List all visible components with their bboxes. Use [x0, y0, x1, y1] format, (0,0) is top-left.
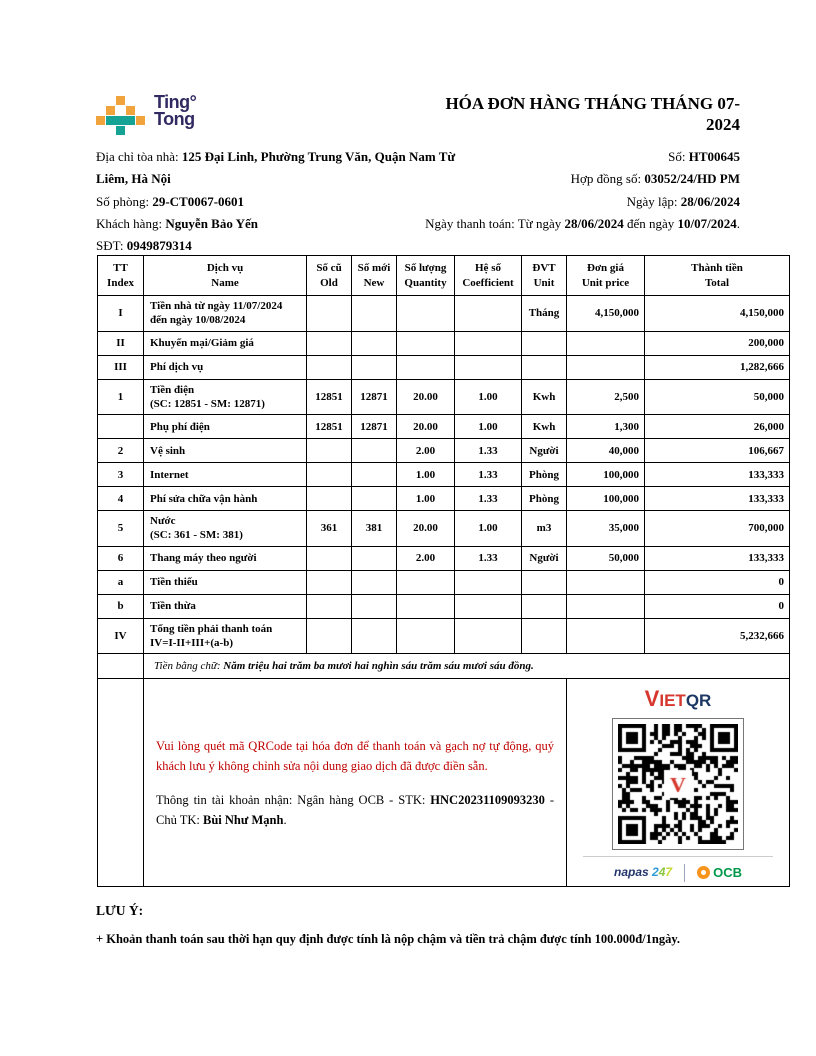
cell-new: [352, 439, 397, 463]
table-row: [98, 546, 790, 570]
cell-name: Tiền điện (SC: 12851 - SM: 12871): [144, 379, 307, 415]
table-row: [98, 570, 790, 594]
cell-total: 26,000: [645, 415, 790, 439]
cell-new: 381: [352, 511, 397, 547]
cell-idx: [98, 415, 144, 439]
payment-period: Ngày thanh toán: Từ ngày 28/06/2024 đến ngày 10/07/2024.: [425, 215, 740, 231]
cell-coef: 1.00: [455, 415, 522, 439]
cell-qty: [397, 618, 455, 654]
cell-price: 40,000: [567, 439, 645, 463]
payment-instructions: [144, 679, 567, 887]
qr-payment-row: [98, 679, 790, 887]
cell-price: 35,000: [567, 511, 645, 547]
cell-unit: Người: [522, 546, 567, 570]
cell-price: [567, 355, 645, 379]
cell-name: Vệ sinh: [144, 439, 307, 463]
qr-notice-text: Vui lòng quét mã QRCode tại hóa đơn để thanh toán và gạch nợ tự động, quý khách lưu ý không chỉnh sửa nội dung giao dịch đã được điền sẵn.: [156, 738, 554, 773]
invoice-number: Số: HT00645: [668, 149, 740, 164]
cell-coef: 1.33: [455, 463, 522, 487]
cell-qty: 20.00: [397, 415, 455, 439]
cell-new: 12871: [352, 379, 397, 415]
tingtong-logo-text: Ting° Tong: [154, 92, 197, 129]
cell-coef: [455, 296, 522, 332]
late-payment-note: + Khoản thanh toán sau thời hạn quy định được tính là nộp chậm và tiền trả chậm được tính 100.000đ/1ngày.: [96, 932, 681, 946]
customer-name: Khách hàng: Nguyễn Bảo Yến: [96, 215, 259, 231]
cell-qty: [397, 331, 455, 355]
cell-idx: IV: [98, 618, 144, 654]
page-title: HÓA ĐƠN HÀNG THÁNG THÁNG 07-2024: [445, 94, 740, 134]
cell-name: Tiền thừa: [144, 594, 307, 618]
building-info: [96, 146, 458, 257]
cell-new: [352, 296, 397, 332]
cell-empty: [98, 679, 144, 887]
cell-price: 4,150,000: [567, 296, 645, 332]
tingtong-logo: [96, 94, 196, 136]
column-header-name: Dịch vụ Name: [144, 256, 307, 296]
cell-coef: 1.33: [455, 439, 522, 463]
cell-total: 50,000: [645, 379, 790, 415]
column-header-coefficient: Hệ số Coefficient: [455, 256, 522, 296]
cell-new: [352, 355, 397, 379]
cell-name: Phí sửa chữa vận hành: [144, 487, 307, 511]
table-row: [98, 331, 790, 355]
cell-price: [567, 618, 645, 654]
cell-coef: 1.33: [455, 487, 522, 511]
cell-old: [307, 570, 352, 594]
cell-price: 100,000: [567, 487, 645, 511]
cell-old: [307, 546, 352, 570]
cell-idx: 3: [98, 463, 144, 487]
cell-unit: Kwh: [522, 415, 567, 439]
cell-coef: [455, 618, 522, 654]
cell-qty: [397, 296, 455, 332]
table-row: [98, 511, 790, 547]
cell-price: 100,000: [567, 463, 645, 487]
cell-price: 50,000: [567, 546, 645, 570]
cell-qty: [397, 594, 455, 618]
table-row: [98, 618, 790, 654]
cell-old: [307, 618, 352, 654]
cell-coef: [455, 594, 522, 618]
cell-unit: Người: [522, 439, 567, 463]
qr-code-panel: [567, 679, 790, 887]
cell-idx: 5: [98, 511, 144, 547]
cell-price: [567, 594, 645, 618]
column-header-new: Số mới New: [352, 256, 397, 296]
column-header-quantity: Số lượng Quantity: [397, 256, 455, 296]
cell-name: Nước (SC: 361 - SM: 381): [144, 511, 307, 547]
cell-old: 12851: [307, 379, 352, 415]
amount-in-words: Tiền bằng chữ: Năm triệu hai trăm ba mươi hai nghìn sáu trăm sáu mươi sáu đồng.: [144, 654, 790, 679]
cell-name: Khuyến mại/Giảm giá: [144, 331, 307, 355]
cell-unit: [522, 331, 567, 355]
cell-idx: III: [98, 355, 144, 379]
cell-qty: 1.00: [397, 487, 455, 511]
cell-price: [567, 570, 645, 594]
cell-unit: Tháng: [522, 296, 567, 332]
table-row: [98, 296, 790, 332]
cell-name: Internet: [144, 463, 307, 487]
column-header-old: Số cũ Old: [307, 256, 352, 296]
table-row: [98, 487, 790, 511]
column-header-index: TT Index: [98, 256, 144, 296]
ocb-bank-logo: OCB: [697, 865, 742, 882]
cell-old: 361: [307, 511, 352, 547]
qr-code: [612, 718, 744, 850]
cell-total: 700,000: [645, 511, 790, 547]
cell-idx: 6: [98, 546, 144, 570]
cell-new: [352, 570, 397, 594]
cell-unit: m3: [522, 511, 567, 547]
invoice-table: [97, 255, 790, 887]
cell-unit: Phòng: [522, 463, 567, 487]
table-row: [98, 594, 790, 618]
cell-total: 0: [645, 594, 790, 618]
cell-total: 0: [645, 570, 790, 594]
cell-total: 200,000: [645, 331, 790, 355]
cell-qty: 20.00: [397, 379, 455, 415]
cell-old: [307, 463, 352, 487]
vietqr-logo: VIETQR: [644, 686, 712, 712]
cell-price: 2,500: [567, 379, 645, 415]
cell-price: 1,300: [567, 415, 645, 439]
cell-qty: 1.00: [397, 463, 455, 487]
cell-new: [352, 546, 397, 570]
cell-coef: [455, 355, 522, 379]
cell-old: [307, 594, 352, 618]
table-header-row: [98, 256, 790, 296]
account-info: Thông tin tài khoản nhận: Ngân hàng OCB - STK: HNC20231109093230 - Chủ TK: Bùi Như Mạnh.: [156, 792, 554, 827]
cell-coef: 1.00: [455, 511, 522, 547]
customer-phone: SĐT: 0949879314: [96, 238, 192, 254]
ocb-circle-icon: [697, 866, 710, 879]
cell-new: [352, 487, 397, 511]
payment-network-logos: [583, 856, 774, 882]
cell-total: 5,232,666: [645, 618, 790, 654]
cell-new: 12871: [352, 415, 397, 439]
room-number: Số phòng: 29-CT0067-0601: [96, 193, 245, 209]
footer-notes: [96, 903, 736, 947]
napas-247-logo: napas 247: [614, 865, 673, 880]
cell-old: [307, 355, 352, 379]
cell-name: Phí dịch vụ: [144, 355, 307, 379]
table-row: [98, 379, 790, 415]
tingtong-logo-icon: [96, 96, 146, 136]
cell-unit: [522, 618, 567, 654]
cell-idx: b: [98, 594, 144, 618]
cell-qty: [397, 355, 455, 379]
cell-unit: [522, 594, 567, 618]
cell-total: 133,333: [645, 487, 790, 511]
cell-idx: a: [98, 570, 144, 594]
table-row: [98, 415, 790, 439]
cell-total: 133,333: [645, 546, 790, 570]
cell-old: [307, 487, 352, 511]
cell-old: 12851: [307, 415, 352, 439]
cell-total: 4,150,000: [645, 296, 790, 332]
cell-total: 133,333: [645, 463, 790, 487]
cell-name: Tiền thiếu: [144, 570, 307, 594]
cell-qty: 2.00: [397, 439, 455, 463]
cell-old: [307, 439, 352, 463]
cell-unit: [522, 355, 567, 379]
cell-qty: 20.00: [397, 511, 455, 547]
cell-qty: [397, 570, 455, 594]
cell-new: [352, 594, 397, 618]
cell-new: [352, 331, 397, 355]
cell-idx: 4: [98, 487, 144, 511]
notes-title: LƯU Ý:: [96, 903, 144, 918]
column-header-total: Thành tiền Total: [645, 256, 790, 296]
cell-coef: [455, 570, 522, 594]
cell-idx: I: [98, 296, 144, 332]
cell-unit: Phòng: [522, 487, 567, 511]
cell-idx: 1: [98, 379, 144, 415]
table-row: [98, 355, 790, 379]
cell-new: [352, 463, 397, 487]
cell-new: [352, 618, 397, 654]
cell-coef: 1.33: [455, 546, 522, 570]
cell-total: 106,667: [645, 439, 790, 463]
cell-total: 1,282,666: [645, 355, 790, 379]
cell-name: Tổng tiền phải thanh toán IV=I-II+III+(a-b): [144, 618, 307, 654]
column-header-unit: ĐVT Unit: [522, 256, 567, 296]
cell-name: Tiền nhà từ ngày 11/07/2024 đến ngày 10/08/2024: [144, 296, 307, 332]
cell-idx: II: [98, 331, 144, 355]
contract-number: Hợp đồng số: 03052/24/HD PM: [570, 171, 740, 187]
cell-price: [567, 331, 645, 355]
cell-empty: [98, 654, 144, 679]
cell-coef: [455, 331, 522, 355]
cell-coef: 1.00: [455, 379, 522, 415]
cell-qty: 2.00: [397, 546, 455, 570]
cell-idx: 2: [98, 439, 144, 463]
cell-name: Thang máy theo người: [144, 546, 307, 570]
table-row: [98, 439, 790, 463]
cell-unit: [522, 570, 567, 594]
cell-old: [307, 331, 352, 355]
logos-divider: [684, 864, 685, 882]
column-header-unit-price: Đơn giá Unit price: [567, 256, 645, 296]
cell-old: [307, 296, 352, 332]
issue-date: Ngày lập: 28/06/2024: [626, 193, 740, 209]
table-row: [98, 463, 790, 487]
cell-name: Phụ phí điện: [144, 415, 307, 439]
cell-unit: Kwh: [522, 379, 567, 415]
building-address: Địa chỉ tòa nhà: 125 Đại Linh, Phường Trung Văn, Quận Nam Từ Liêm, Hà Nội: [96, 149, 456, 187]
amount-in-words-row: [98, 654, 790, 679]
invoice-meta: [410, 146, 740, 235]
